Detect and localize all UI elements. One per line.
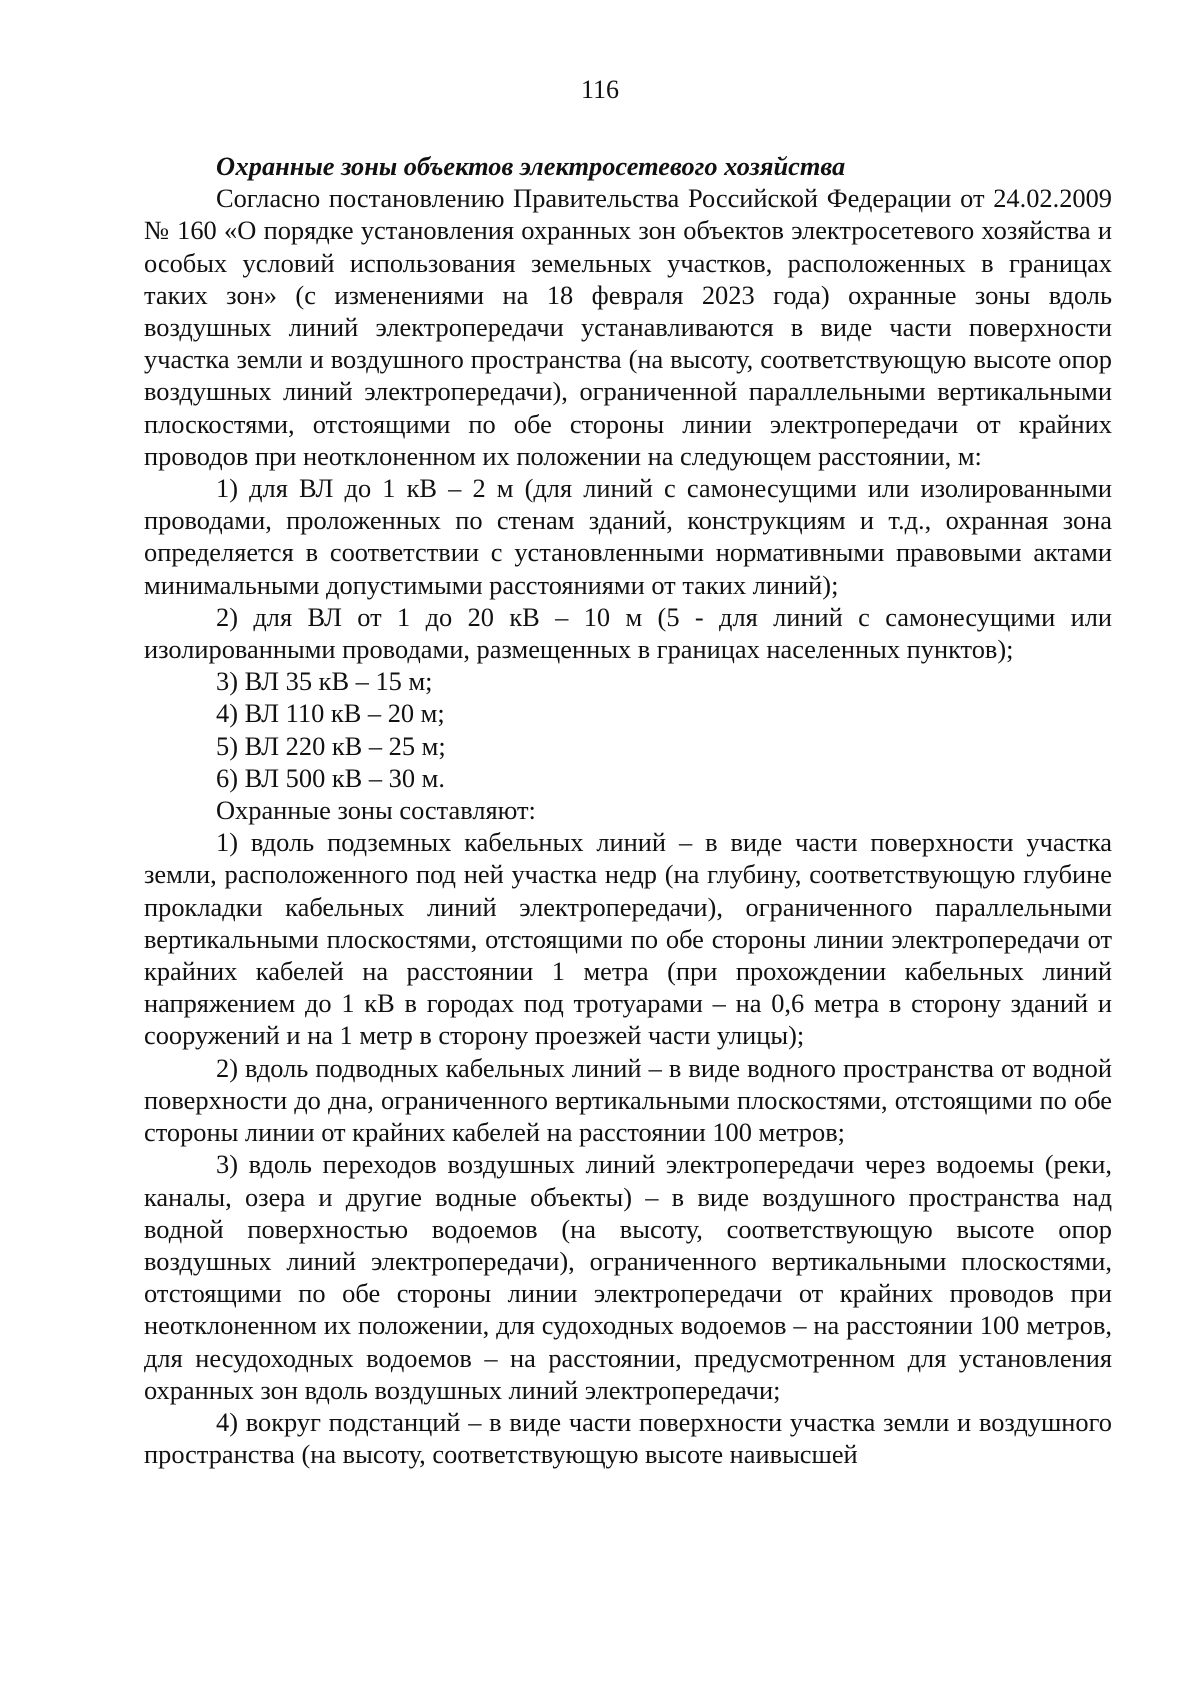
page-number: 116 <box>580 75 620 104</box>
paragraph-item-6: 6) ВЛ 500 кВ – 30 м. <box>216 762 445 793</box>
section-heading: Охранные зоны объектов электросетевого хозяйства <box>216 151 846 181</box>
paragraph-item-1: 1) для ВЛ до 1 кВ – 2 м (для линий с самонесущими или изолированными проводами, проложенных по стенам зданий, конструкциям и т.д., охранная зона определяется в соответствии с установленными нормативными правовыми актами минимальными допустимыми расстояниями от таких линий); <box>144 473 1112 600</box>
paragraph-item-4: 4) ВЛ 110 кВ – 20 м; <box>216 698 445 729</box>
paragraph-item-2: 2) для ВЛ от 1 до 20 кВ – 10 м (5 - для линий с самонесущими или изолированными проводами, размещенных в границах населенных пунктов); <box>144 601 1112 665</box>
paragraph-zone-2: 2) вдоль подводных кабельных линий – в виде водного пространства от водной поверхности до дна, ограниченного вертикальными плоскостями, отстоящими по обе стороны линии от крайних кабелей на расстоянии 100 метров; <box>144 1052 1112 1148</box>
paragraph-zone-1: 1) вдоль подземных кабельных линий – в виде части поверхности участка земли, расположенного под ней участка недр (на глубину, соответствующую глубине прокладки кабельных линий электропередачи), ограниченного параллельными вертикальными плоскостями, отстоящими по обе стороны линии электропередачи от крайних кабелей на расстоянии 1 метра (при прохождении кабельных линий напряжением до 1 кВ в городах под тротуарами – на 0,6 метра в сторону зданий и сооружений и на 1 метр в сторону проезжей части улицы); <box>144 827 1112 1051</box>
paragraph-zone-3: 3) вдоль переходов воздушных линий электропередачи через водоемы (реки, каналы, озера и другие водные объекты) – в виде воздушного пространства над водной поверхностью водоемов (на высоту, соответствующую высоте опор воздушных линий электропередачи), ограниченного вертикальными плоскостями, отстоящими по обе стороны линии электропередачи от крайних проводов при неотклоненном их положении, для судоходных водоемов – на расстоянии 100 метров, для несудоходных водоемов – на расстоянии, предусмотренном для установления охранных зон вдоль воздушных линий электропередачи; <box>144 1149 1112 1405</box>
paragraph-intro: Согласно постановлению Правительства Российской Федерации от 24.02.2009 № 160 «О порядке установления охранных зон объектов электросетевого хозяйства и особых условий использования земельных участков, расположенных в границах таких зон» (с изменениями на 18 февраля 2023 года) охранные зоны вдоль воздушных линий электропередачи устанавливаются в виде части поверхности участка земли и воздушного пространства (на высоту, соответствующую высоте опор воздушных линий электропередачи), ограниченной параллельными вертикальными плоскостями, отстоящими по обе стороны линии электропередачи от крайних проводов при неотклоненном их положении на следующем расстоянии, м: <box>144 183 1112 471</box>
paragraph-zone-4: 4) вокруг подстанций – в виде части поверхности участка земли и воздушного пространства (на высоту, соответствующую высоте наивысшей <box>144 1406 1112 1470</box>
paragraph-item-5: 5) ВЛ 220 кВ – 25 м; <box>216 730 446 761</box>
paragraph-item-3: 3) ВЛ 35 кВ – 15 м; <box>216 666 433 697</box>
paragraph-zones-intro: Охранные зоны составляют: <box>216 795 536 826</box>
document-body <box>144 150 1112 1470</box>
